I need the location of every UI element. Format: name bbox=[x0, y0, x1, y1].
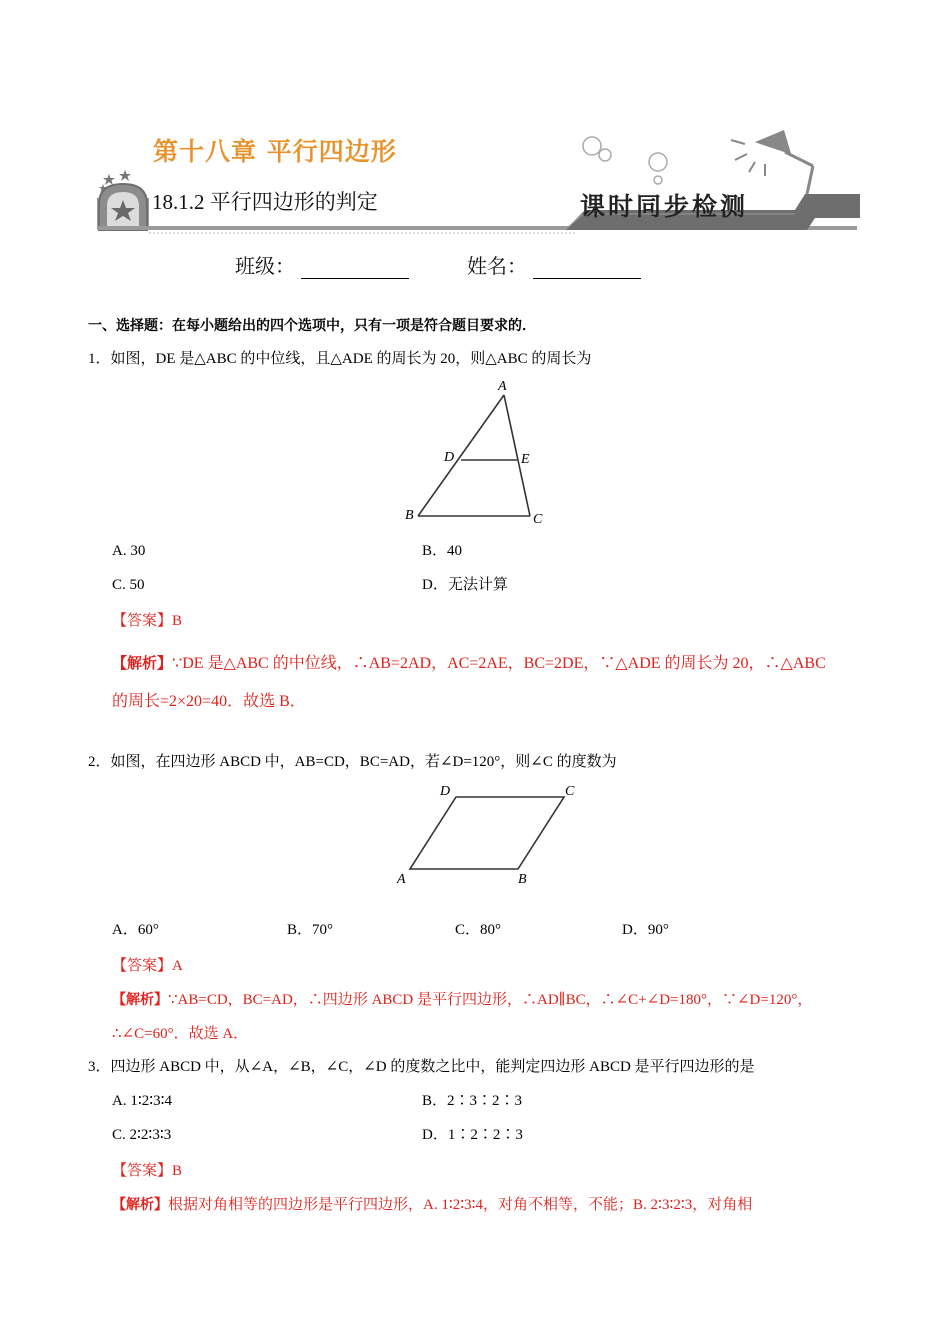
q3-option-d[interactable]: D．1∶2∶2∶3 bbox=[422, 1127, 523, 1143]
q3-answer-label: 【答案】 bbox=[112, 1163, 173, 1179]
q1-option-a[interactable]: A. 30 bbox=[112, 543, 146, 559]
q1-analysis-text: ∵DE 是△ABC 的中位线，∴AB=2AD，AC=2AE，BC=2DE，∵△ADE 的周长为 20，∴△ABC bbox=[172, 655, 826, 672]
q2-option-a[interactable]: A．60° bbox=[112, 922, 159, 938]
q3-answer bbox=[112, 1159, 182, 1180]
q2-label-b: B bbox=[518, 872, 527, 887]
q2-option-d[interactable]: D．90° bbox=[622, 922, 669, 938]
q1-label-e: E bbox=[521, 452, 530, 467]
name-blank[interactable] bbox=[533, 258, 641, 279]
q3-option-c[interactable]: C. 2∶2∶3∶3 bbox=[112, 1127, 172, 1143]
q2-parallelogram-figure bbox=[390, 775, 590, 893]
q1-option-c[interactable]: C. 50 bbox=[112, 577, 145, 593]
q3-analysis-line1 bbox=[112, 1193, 752, 1214]
class-blank[interactable] bbox=[301, 258, 409, 279]
q2-label-a: A bbox=[397, 872, 406, 887]
class-label: 班级： bbox=[235, 256, 295, 278]
q2-answer-label: 【答案】 bbox=[112, 958, 173, 974]
section-title: 18.1.2 平行四边形的判定 bbox=[152, 190, 378, 214]
name-label: 姓名： bbox=[467, 256, 527, 278]
q1-stem: 1．如图，DE 是△ABC 的中位线，且△ADE 的周长为 20，则△ABC 的周长为 bbox=[88, 351, 592, 367]
q2-option-b[interactable]: B．70° bbox=[287, 922, 334, 938]
q3-analysis-label: 【解析】 bbox=[112, 1197, 168, 1213]
q1-triangle-figure bbox=[400, 375, 550, 530]
desk-lamp-icon bbox=[731, 132, 813, 194]
q3-option-b[interactable]: B．2∶3∶2∶3 bbox=[422, 1093, 523, 1109]
sync-title: 课时同步检测 bbox=[580, 194, 749, 221]
q1-label-c: C bbox=[533, 512, 543, 527]
class-field bbox=[235, 250, 409, 279]
q1-option-d[interactable]: D．无法计算 bbox=[422, 577, 508, 593]
q2-option-c[interactable]: C．80° bbox=[455, 922, 502, 938]
q1-label-d: D bbox=[444, 450, 455, 465]
instructions: 一、选择题：在每小题给出的四个选项中，只有一项是符合题目要求的． bbox=[88, 318, 536, 334]
q1-analysis-line1 bbox=[112, 650, 826, 673]
q2-answer bbox=[112, 954, 183, 975]
chapter-title: 第十八章 平行四边形 bbox=[153, 137, 397, 166]
q2-analysis-label: 【解析】 bbox=[112, 992, 168, 1008]
q1-answer bbox=[112, 609, 182, 630]
q1-label-b: B bbox=[405, 508, 414, 523]
q1-answer-label: 【答案】 bbox=[112, 613, 173, 629]
q2-answer-value: A bbox=[172, 958, 183, 974]
q2-shape-abcd bbox=[410, 797, 564, 869]
q2-analysis-line1 bbox=[112, 988, 812, 1009]
q3-stem: 3．四边形 ABCD 中，从∠A，∠B，∠C，∠D 的度数之比中，能判定四边形 ABCD 是平行四边形的是 bbox=[88, 1059, 755, 1075]
q3-answer-value: B bbox=[172, 1163, 183, 1179]
q2-analysis-text: ∵AB=CD，BC=AD，∴四边形 ABCD 是平行四边形，∴AD∥BC，∴∠C+∠D=180°，∵∠D=120°， bbox=[168, 992, 813, 1008]
q3-analysis-text: 根据对角相等的四边形是平行四边形，A. 1∶2∶3∶4，对角不相等，不能；B. 2∶3∶2∶3，对角相 bbox=[168, 1197, 753, 1213]
q2-analysis-line2: ∴∠C=60°．故选 A． bbox=[112, 1026, 249, 1042]
q1-analysis-line2: 的周长=2×20=40．故选 B． bbox=[112, 693, 306, 710]
q1-analysis-label: 【解析】 bbox=[112, 654, 173, 672]
q1-option-b[interactable]: B．40 bbox=[422, 543, 463, 559]
q1-side-ab bbox=[418, 395, 504, 516]
star-badge-icon bbox=[97, 170, 149, 230]
q2-label-d: D bbox=[440, 784, 451, 799]
name-field bbox=[467, 250, 641, 279]
q1-label-a: A bbox=[498, 379, 507, 394]
q1-answer-value: B bbox=[172, 613, 183, 629]
q2-label-c: C bbox=[565, 784, 575, 799]
q2-stem: 2．如图，在四边形 ABCD 中，AB=CD，BC=AD，若∠D=120°，则∠C 的度数为 bbox=[88, 754, 617, 770]
q3-option-a[interactable]: A. 1∶2∶3∶4 bbox=[112, 1093, 173, 1109]
